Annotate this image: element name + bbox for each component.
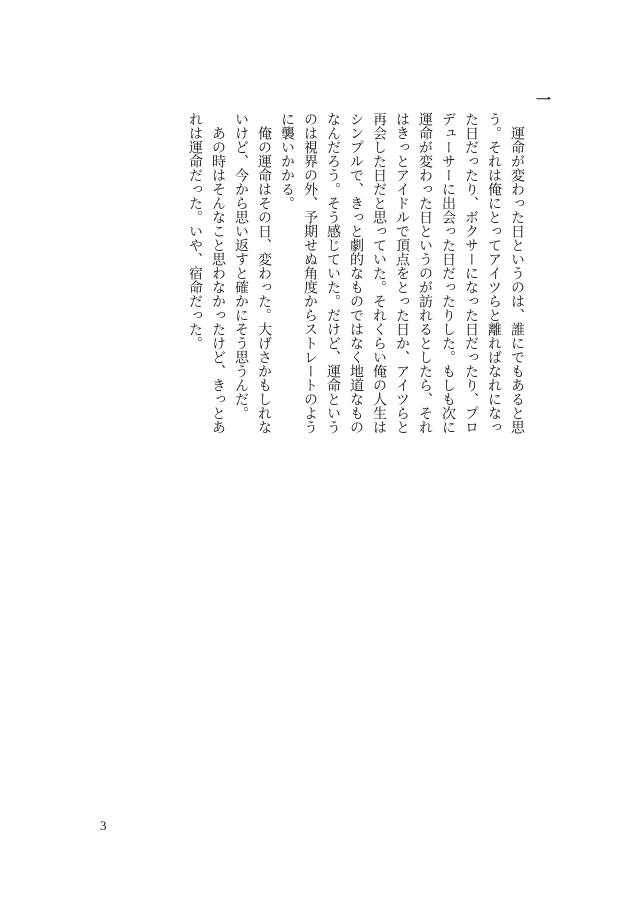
body-text	[183, 112, 528, 442]
paragraph-2: 俺の運命はその日、変わった。大げさかもしれないけど、今から思い返すと確かにそう思うんだ。	[233, 112, 272, 434]
chapter-number: 一	[534, 92, 552, 107]
paragraph-3: あの時はそんなこと思わなかったけど、きっとあれは運命だった。いや、宿命だった。	[187, 112, 226, 434]
page-number: 3	[100, 818, 107, 833]
paragraph-1: 運命が変わった日というのは、誰にでもあると思う。それは俺にとってアイツらと離ればなれになった日だったり、ボクサーになった日だったり、プロデューサーに出会った日だったりした。もしも次に運命が変わった日というのが訪れるとしたら、それはきっとアイドルで頂点をとった日か、アイツらと再会した日だと思っていた。それくらい俺の人生はシンプルで、きっと劇的なものではなく地道なものなんだろう。そう感じていた。だけど、運命というのは視界の外、予期せぬ角度からストレートのように襲いかかる。	[279, 112, 525, 434]
